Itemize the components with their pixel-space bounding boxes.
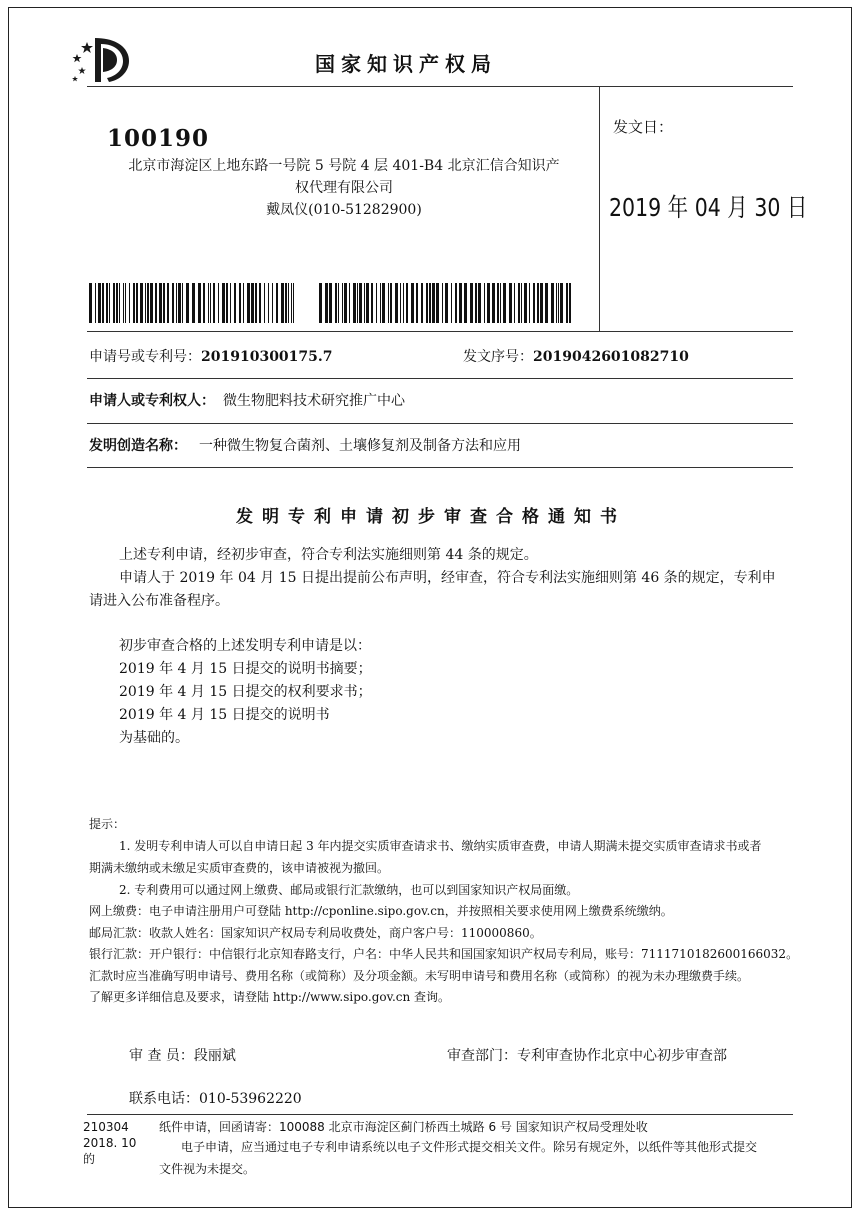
barcode-bar [537,283,539,323]
barcode-bar [226,283,228,323]
more-info: 了解更多详细信息及要求，请登陆 http://www.sipo.gov.cn 查询。 [89,990,451,1004]
barcode-bar [192,283,195,323]
tip-1-line-1: 1. 发明专利申请人可以自申请日起 3 年内提交实质审查请求书、缴纳实质审查费，申请人期满未提交实质审查请求书或者 [119,839,762,853]
barcode-bar [416,283,418,323]
barcode-bar [259,283,261,323]
barcode-bar [123,283,124,323]
address-line-1: 北京市海淀区上地东路一号院 5 号院 4 层 401-B4 北京汇信合知识产 [128,158,560,174]
barcode-bar [400,283,401,323]
row-divider-3 [87,467,793,468]
barcode-bar [129,283,130,323]
barcode-bar [533,283,535,323]
barcode-bar [243,283,244,323]
barcode-bar [281,283,284,323]
basis-intro: 初步审查合格的上述发明专利申请是以： [119,638,371,654]
barcode-bar [540,283,543,323]
barcode-bar [325,283,328,323]
barcode-bar [178,283,181,323]
barcode-bar [210,283,211,323]
barcode-bar [470,283,473,323]
barcode-bar [335,283,337,323]
barcode-bar [155,283,157,323]
bank-payment-info: 银行汇款：开户银行：中信银行北京知春路支行，户名：中华人民共和国国家知识产权局专利局，账号：7111710182600166032。 [89,947,799,961]
barcode-bar [388,283,389,323]
barcode-bar [551,283,554,323]
barcode-bar [213,283,215,323]
barcode-bar [558,283,559,323]
barcode-bar [349,283,350,323]
barcode-bar [116,283,118,323]
barcode-bar [208,283,209,323]
barcode-bar [251,283,254,323]
header-divider [87,86,793,87]
paper-filing-note: 纸件申请，回函请寄：100088 北京市海淀区蓟门桥西土城路 6 号 国家知识产权局受理处收 [159,1120,648,1134]
barcode-bar [222,283,225,323]
application-number-value: 201910300175.7 [201,349,333,365]
barcode-bar [518,283,520,323]
barcode-bar [147,283,149,323]
basis-item: 2019 年 4 月 15 日提交的说明书摘要； [119,661,372,677]
serial-number-label: 发文序号： [463,349,533,365]
tip-2: 2. 专利费用可以通过网上缴费、邮局或银行汇款缴纳，也可以到国家知识产权局面缴。 [119,883,579,897]
dispatch-date-label: 发文日： [613,118,674,136]
barcode-bar [497,283,499,323]
row-divider-1 [87,378,793,379]
barcode-bar [353,283,356,323]
barcode-bar [230,283,231,323]
form-date: 2018. 10 [83,1136,137,1150]
postcode: 100190 [107,125,210,152]
barcode-bar [291,283,292,323]
department-row [447,1045,727,1068]
barcode-bar [484,283,485,323]
barcode-bar [455,283,457,323]
barcode-bar [560,283,563,323]
cnipa-logo-icon [67,34,133,86]
online-payment-info: 网上缴费：电子申请注册用户可登陆 http://cponline.sipo.gov.cn，并按照相关要求使用网上缴费系统缴纳。 [89,904,673,918]
serial-number-row [463,346,689,366]
barcode-bar [376,283,377,323]
barcode-bar [234,283,236,323]
dispatch-date-stamp: 2019 年 04 月 30 日 [609,193,808,222]
barcode-bar [371,283,373,323]
barcode-bar [218,283,219,323]
notice-document [8,7,852,1208]
address-line-2: 权代理有限公司 [295,180,393,196]
notice-paragraph-2-line-2: 请进入公布准备程序。 [89,593,229,609]
barcode-bar [113,283,115,323]
tips-heading: 提示： [89,817,126,831]
barcode-bar [145,283,146,323]
barcode-bar [411,283,414,323]
barcode-bar [98,283,101,323]
electronic-filing-note-line-1: 电子申请，应当通过电子专利申请系统以电子文件形式提交相关文件。除另有规定外，以纸件等其他形式提交 [181,1140,758,1154]
barcode-bar [451,283,452,323]
barcode-bar [503,283,506,323]
barcode-bar [293,283,294,323]
barcode-bar [357,283,358,323]
notice-paragraph-2-line-1: 申请人于 2019 年 04 月 15 日提出提前公布声明，经审查，符合专利法实施细则第 46 条的规定，专利申 [119,570,776,586]
phone-label: 联系电话： [129,1091,199,1107]
invention-value: 一种微生物复合菌剂、土壤修复剂及制备方法和应用 [199,438,521,454]
barcode-bar [403,283,404,323]
postal-payment-info: 邮局汇款：收款人姓名：国家知识产权局专利局收费处，商户客户号：110000860。 [89,926,542,940]
barcode-bar [125,283,126,323]
barcode-bar [342,283,343,323]
notice-paragraph-1: 上述专利申请，经初步审查，符合专利法实施细则第 44 条的规定。 [119,547,538,563]
barcode-bar [344,283,347,323]
barcode-bar [569,283,571,323]
barcode-bar [487,283,490,323]
applicant-label: 申请人或专利权人： [89,393,215,409]
examiner-label: 审 查 员： [129,1048,194,1064]
barcode-bar [529,283,530,323]
application-number-row [89,346,333,366]
barcode-bar [102,283,104,323]
barcode-bar [186,283,189,323]
recipient-contact: 戴凤仪(010-51282900) [266,202,422,218]
barcode-bar [288,283,289,323]
barcode-bar [276,283,278,323]
barcode-bar [492,283,495,323]
barcode-bar [436,283,439,323]
barcode-bar [521,283,522,323]
barcode-bar [366,283,369,323]
barcode-bar [167,283,169,323]
applicant-value: 微生物肥料技术研究推广中心 [223,393,405,409]
notice-title: 发明专利申请初步审查合格通知书 [236,507,626,527]
barcode-bar [89,283,92,323]
basis-end: 为基础的。 [119,730,189,746]
barcode-bar [255,283,257,323]
barcode-bar [429,283,431,323]
examiner-row [129,1045,236,1068]
barcode-bar [566,283,568,323]
barcode-bar [421,283,423,323]
invention-label: 发明创造名称： [89,438,187,454]
barcode-bar [500,283,501,323]
barcode-bar [272,283,273,323]
barcode-bar [382,283,385,323]
barcode-bar [136,283,138,323]
basis-item: 2019 年 4 月 15 日提交的权利要求书； [119,684,372,700]
barcode-bar [380,283,381,323]
application-number-label: 申请号或专利号： [89,349,201,365]
barcode-bar [119,283,120,323]
footer-divider [87,1114,793,1115]
barcode-bar [524,283,527,323]
barcode-bar [176,283,177,323]
examiner-name: 段丽斌 [193,1048,236,1064]
barcode-bar [239,283,241,323]
row-divider-2 [87,423,793,424]
date-column-divider [599,86,600,332]
barcode-bar [426,283,428,323]
barcode-bar [514,283,515,323]
barcode-bar [390,283,392,323]
barcode-bar [338,283,339,323]
barcode-bar [329,283,332,323]
department-name: 专利审查协作北京中心初步审查部 [517,1048,727,1064]
form-code: 210304 [83,1120,129,1134]
remittance-note: 汇款时应当准确写明申请号、费用名称（或简称）及分项金额。未写明申请号和费用名称（或简称）的视为未办理缴费手续。 [89,969,750,983]
agency-title: 国家知识产权局 [315,52,497,76]
barcode-bar [319,283,322,323]
tip-1-line-2: 期满未缴纳或未缴足实质审查费的，该申请被视为撤回。 [89,861,390,875]
barcode-bar [133,283,135,323]
basis-item: 2019 年 4 月 15 日提交的说明书 [119,707,330,723]
barcode-bar [150,283,153,323]
barcode-bar [442,283,443,323]
phone-row [129,1088,302,1111]
barcode-bar [432,283,435,323]
barcode-bar [556,283,557,323]
barcode-bar [159,283,162,323]
barcode-bar [406,283,408,323]
barcode-bar [359,283,362,323]
electronic-filing-note-line-2: 文件视为未提交。 [159,1162,256,1176]
barcode-bar [109,283,110,323]
barcode-bar [268,283,269,323]
barcode-bar [247,283,250,323]
barcode-bar [198,283,201,323]
barcode-bar [140,283,143,323]
phone-value: 010-53962220 [199,1091,302,1107]
barcode-bar [478,283,481,323]
barcode-bar [172,283,174,323]
department-label: 审查部门： [447,1048,517,1064]
applicant-row [89,390,405,410]
barcode-bar [464,283,467,323]
barcode-bar [163,283,165,323]
address-block-divider [87,331,793,332]
barcode-bar [203,283,205,323]
barcode-bar [95,283,96,323]
form-suffix: 的 [83,1152,96,1166]
barcode-bar [285,283,287,323]
barcode-bar [545,283,548,323]
barcode-bar [182,283,183,323]
invention-title-row [89,435,521,455]
barcode-bar [264,283,265,323]
barcode-bar [475,283,477,323]
barcode-bar [395,283,398,323]
serial-number-value: 2019042601082710 [533,349,689,365]
barcode-bar [459,283,462,323]
barcode-bar [106,283,108,323]
barcode-right [319,283,572,323]
barcode-left [89,283,295,323]
barcode-bar [509,283,512,323]
barcode-bar [445,283,448,323]
barcode-bar [364,283,365,323]
